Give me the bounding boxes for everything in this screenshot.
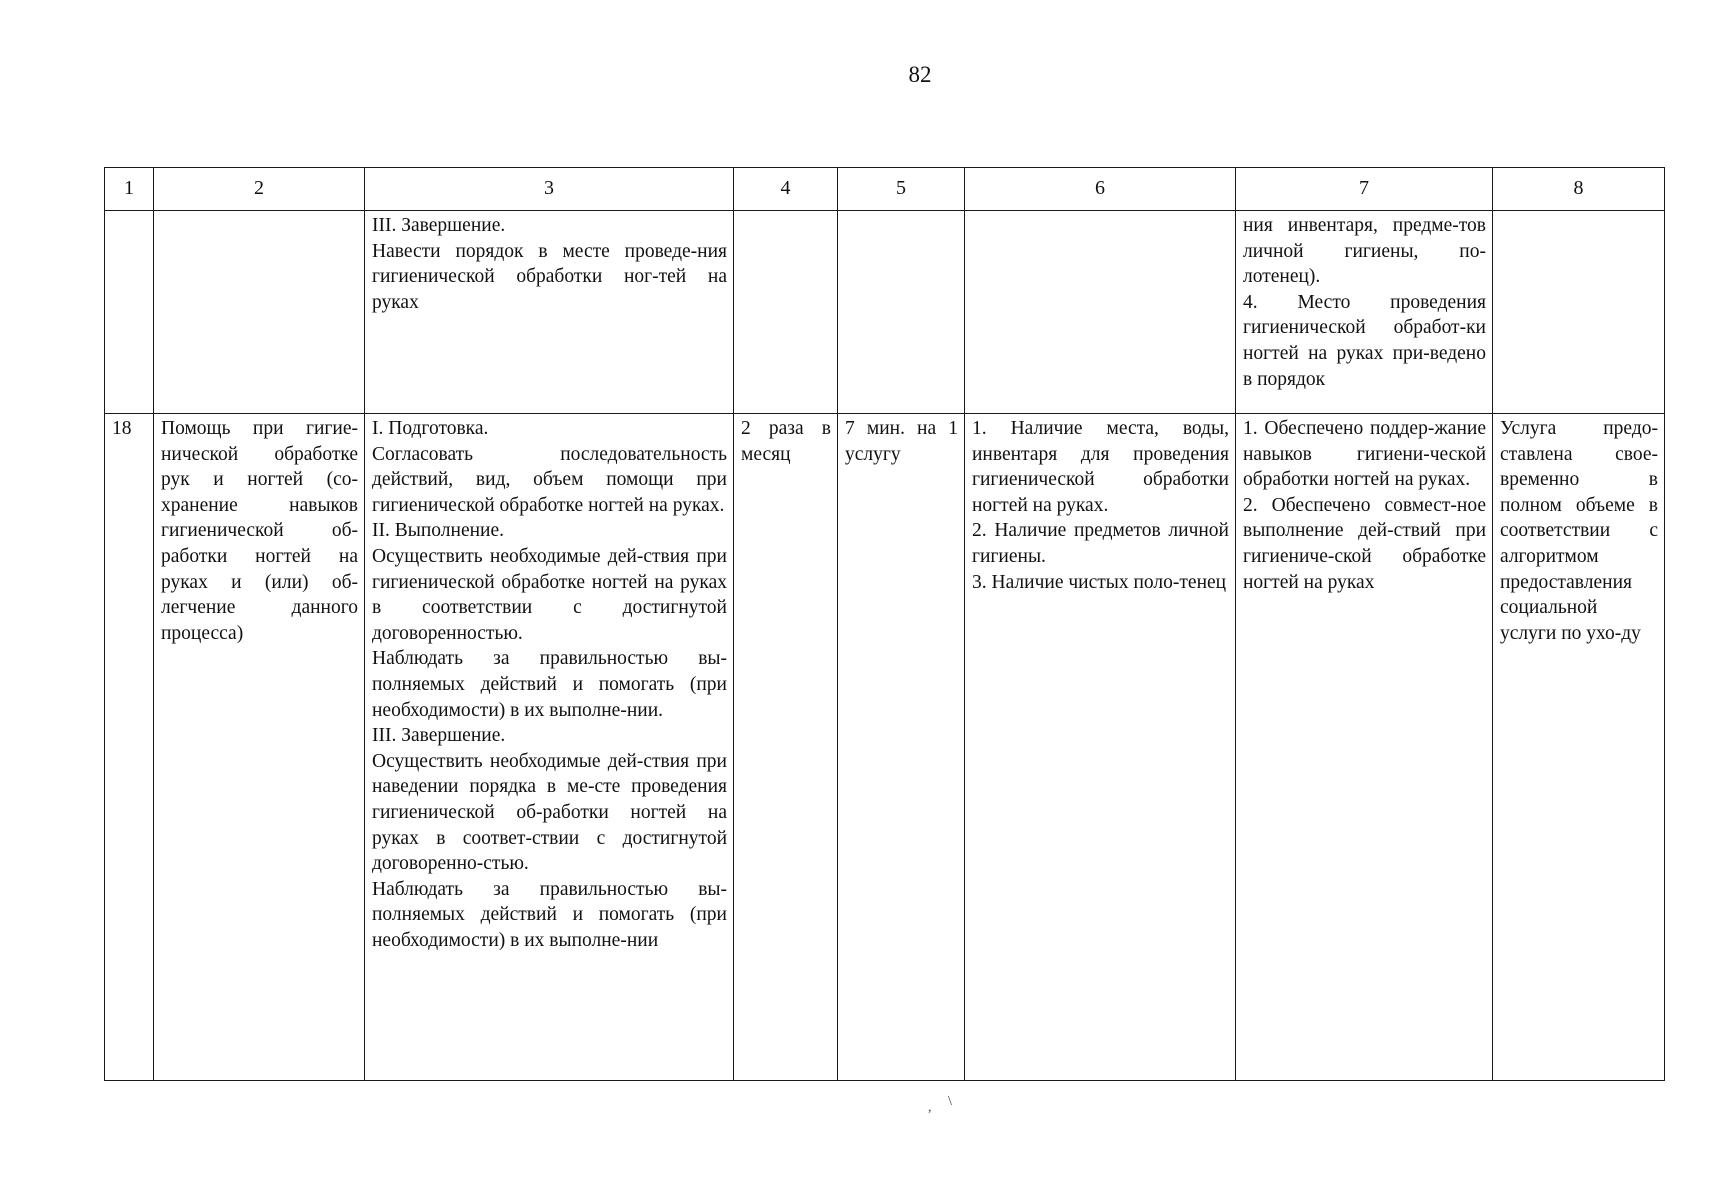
- column-number: 3: [365, 168, 734, 211]
- service-text: Помощь при гигие-нической обработке рук и ногтей (со-хранение навыков гигиенической об-работки ногтей на руках и (или) об-легчение данного процесса): [161, 418, 358, 644]
- result-line: ния инвентаря, предме-тов личной гигиены, по-лотенец).: [1243, 215, 1486, 288]
- evaluation-cell: [1493, 414, 1665, 1081]
- row-number: 18: [105, 414, 154, 1081]
- condition-item: 3. Наличие чистых поло-тенец: [972, 571, 1227, 593]
- procedure-step: Осуществить необходимые дей-ствия при наведении порядка в ме-сте проведения гигиенической об-работки ногтей на руках в соответ-ствии с достигнутой договоренно-стью.: [372, 750, 727, 875]
- column-number: 5: [838, 168, 965, 211]
- procedure-cell: [365, 414, 734, 1081]
- column-number: 1: [105, 168, 154, 211]
- column-number: 4: [734, 168, 838, 211]
- duration-cell: [838, 414, 965, 1081]
- procedure-step: I. Подготовка.: [372, 418, 489, 439]
- procedure-step: II. Выполнение.: [372, 520, 504, 542]
- procedure-line: Навести порядок в месте проведе-ния гигиенической обработки ног-тей на руках: [372, 240, 727, 313]
- procedure-line: III. Завершение.: [372, 215, 506, 236]
- column-number: 8: [1493, 168, 1665, 211]
- page-number: 82: [908, 62, 932, 87]
- cell-procedure: [365, 211, 734, 414]
- column-number-row: [105, 168, 1665, 211]
- condition-item: 1. Наличие места, воды, инвентаря для проведения гигиенической обработки ногтей на руках.: [972, 418, 1229, 516]
- duration-text: 7 мин. на 1 услугу: [845, 418, 958, 465]
- procedure-step: Наблюдать за правильностью вы-полняемых действий и помогать (при необходимости) в их выполне-нии.: [372, 648, 727, 721]
- evaluation-text: Услуга предо-ставлена свое-временно в полном объеме в соответствии с алгоритмом предоставления социальной услуги по ухо-ду: [1500, 418, 1658, 644]
- result-item: 1. Обеспечено поддер-жание навыков гигиени-ческой обработки ногтей на руках.: [1243, 418, 1486, 491]
- cell-service: [154, 211, 365, 414]
- frequency-text: 2 раза в месяц: [741, 418, 831, 465]
- service-name: [154, 414, 365, 1081]
- procedure-step: Наблюдать за правильностью вы-полняемых действий и помогать (при необходимости) в их выполне-нии: [372, 878, 727, 951]
- continuation-row: [105, 211, 1665, 414]
- scan-mark: ,: [928, 1100, 932, 1115]
- conditions-cell: [965, 414, 1236, 1081]
- column-number: 6: [965, 168, 1236, 211]
- table-row: [105, 414, 1665, 1081]
- column-number: 2: [154, 168, 365, 211]
- procedure-step: Осуществить необходимые дей-ствия при гигиенической обработке ногтей на руках в соответствии с достигнутой договоренностью.: [372, 545, 727, 644]
- result-item: 2. Обеспечено совмест-ное выполнение дей-ствий при гигиениче-ской обработке ногтей на руках: [1243, 494, 1486, 593]
- cell-results: [1236, 211, 1493, 414]
- column-number: 7: [1236, 168, 1493, 211]
- procedure-step: III. Завершение.: [372, 725, 506, 747]
- frequency-cell: [734, 414, 838, 1081]
- cell-conditions: [965, 211, 1236, 414]
- cell-number: [105, 211, 154, 414]
- condition-item: 2. Наличие предметов личной гигиены.: [972, 520, 1229, 567]
- cell-frequency: [734, 211, 838, 414]
- cell-evaluation: [1493, 211, 1665, 414]
- cell-duration: [838, 211, 965, 414]
- services-table: [104, 167, 1665, 1081]
- scan-mark: \: [948, 1094, 952, 1109]
- result-line: 4. Место проведения гигиенической обработ-ки ногтей на руках при-ведено в порядок: [1243, 291, 1486, 390]
- procedure-step: Согласовать последовательность действий, вид, объем помощи при гигиенической обработке ногтей на руках.: [372, 443, 727, 516]
- results-cell: [1236, 414, 1493, 1081]
